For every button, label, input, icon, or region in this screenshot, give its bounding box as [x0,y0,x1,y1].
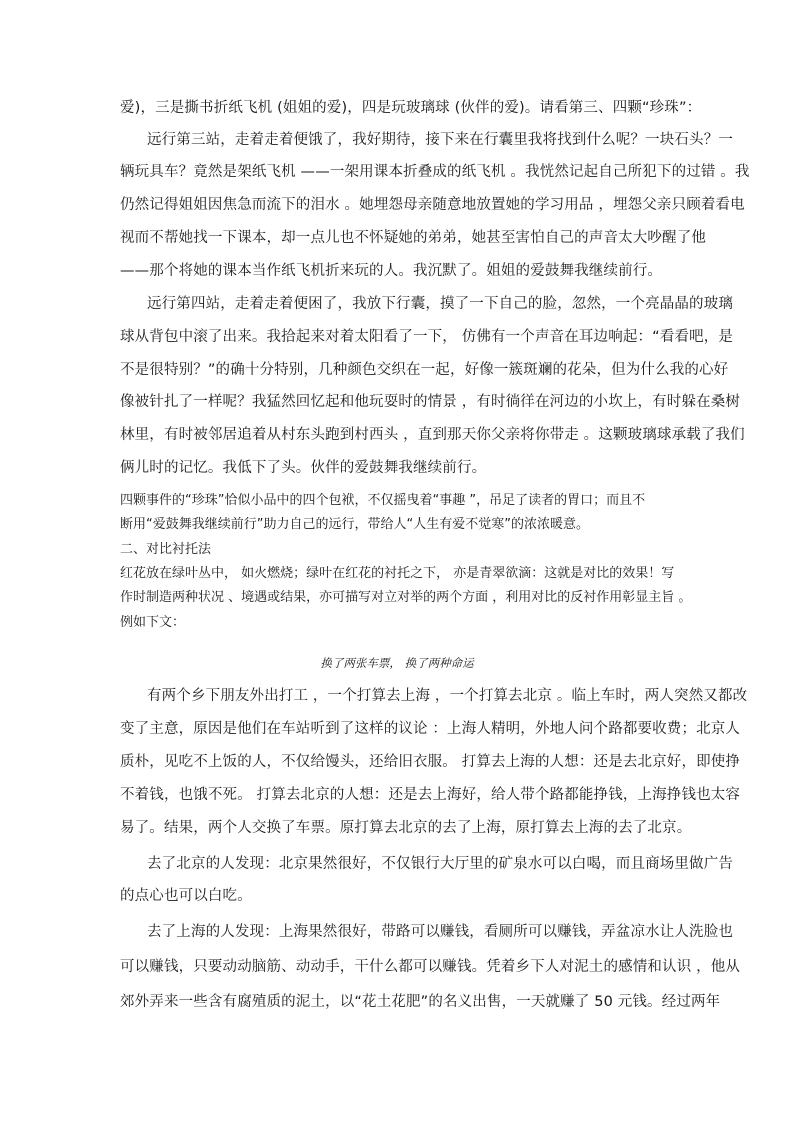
text-line: 可以赚钱，只要动动脑筋、动动手，干什么都可以赚钱。凭着乡下人对泥土的感情和认识 ，他从 [120,959,741,975]
text-line: 易了。结果，两个人交换了车票。原打算去北京的去了上海，原打算去上海的去了北京。 [120,820,692,836]
text-line: ——那个将她的课本当作纸飞机折来玩的人。我沉默了。姐姐的爱鼓舞我继续前行。 [120,263,663,279]
text-line: 远行第四站，走着走着便困了，我放下行囊，摸了一下自己的脸，忽然，一个亮晶晶的玻璃 [147,296,733,312]
text-line: 像被针扎了一样呢？我猛然回忆起和他玩耍时的情景 ，有时徜徉在河边的小坎上，有时躲在桑树 [120,394,741,410]
text-line: 球从背包中滚了出来。我拾起来对着太阳看了一下， 仿佛有一个声音在耳边响起：“看看吧，是 [120,329,734,345]
text-line: 作时制造两种状况 、境遇或结果，亦可描写对立对举的两个方面 ，利用对比的反衬作用彰显主旨 。 [120,590,692,605]
text-line: 爱)，三是撕书折纸飞机 (姐姐的爱)，四是玩玻璃球 (伙伴的爱)。请看第三、四颗“珍珠”： [120,100,702,116]
text-line: 的点心也可以白吃。 [120,888,252,904]
text-line: 四颗事件的“珍珠”恰似小品中的四个包袱，不仅摇曳着“事趣 ”，吊足了读者的胃口；而且不 [120,493,646,508]
text-line: 视而不帮她找一下课本，却一点儿也不怀疑她的弟弟，她甚至害怕自己的声音太大吵醒了他 [120,230,706,246]
text-line: 变了主意，原因是他们在车站听到了这样的议论 ：上海人精明，外地人问个路都要收费；北京人 [120,721,741,737]
text-line: 仍然记得姐姐因焦急而流下的泪水 。她埋怨母亲随意地放置她的学习用品 ，埋怨父亲只顾着看电 [120,197,745,213]
text-line: 辆玩具车？竟然是架纸飞机 ——一架用课本折叠成的纸飞机 。我恍然记起自己所犯下的过错 。我 [120,164,750,180]
text-line: 远行第三站，走着走着便饿了，我好期待，接下来在行囊里我将找到什么呢？一块石头？一 [147,132,733,148]
article-title: 换了两张车票， 换了两种命运 [320,656,474,670]
text-line: 林里，有时被邻居追着从村东头跑到村西头 ，直到那天你父亲将你带走 。这颗玻璃球承载了我们 [120,427,745,443]
text-line: 不是很特别？”的确十分特别，几种颜色交织在一起，好像一簇斑斓的花朵，但为什么我的心好 [120,362,729,378]
text-line: 郊外弄来一些含有腐殖质的泥土，以“花土花肥”的名义出售，一天就赚了 50 元钱。经过两年 [120,994,721,1010]
text-line: 例如下文： [120,615,186,630]
text-line: 去了上海的人发现：上海果然很好，带路可以赚钱，看厕所可以赚钱，弄盆凉水让人洗脸也 [147,924,733,940]
text-line: 质朴，见吃不上饭的人，不仅给馒头，还给旧衣服。 打算去上海的人想：还是去北京好，即使挣 [120,754,741,770]
text-line: 去了北京的人发现：北京果然很好，不仅银行大厅里的矿泉水可以白喝，而且商场里做广告 [147,856,733,872]
text-line: 不着钱，也饿不死。 打算去北京的人想：还是去上海好，给人带个路都能挣钱，上海挣钱也太容 [120,787,741,803]
text-line: 断用“爱鼓舞我继续前行”助力自己的远行，带给人“人生有爱不觉寒”的浓浓暖意。 [120,517,589,532]
text-line: 俩儿时的记忆。我低下了头。伙伴的爱鼓舞我继续前行。 [120,460,487,476]
text-line: 有两个乡下朋友外出打工 ，一个打算去上海 ，一个打算去北京 。临上车时，两人突然又都改 [147,688,748,704]
section-heading: 二、对比衬托法 [120,542,212,557]
text-line: 红花放在绿叶丛中， 如火燃烧；绿叶在红花的衬托之下， 亦是青翠欲滴：这就是对比的效果！写 [120,566,675,581]
